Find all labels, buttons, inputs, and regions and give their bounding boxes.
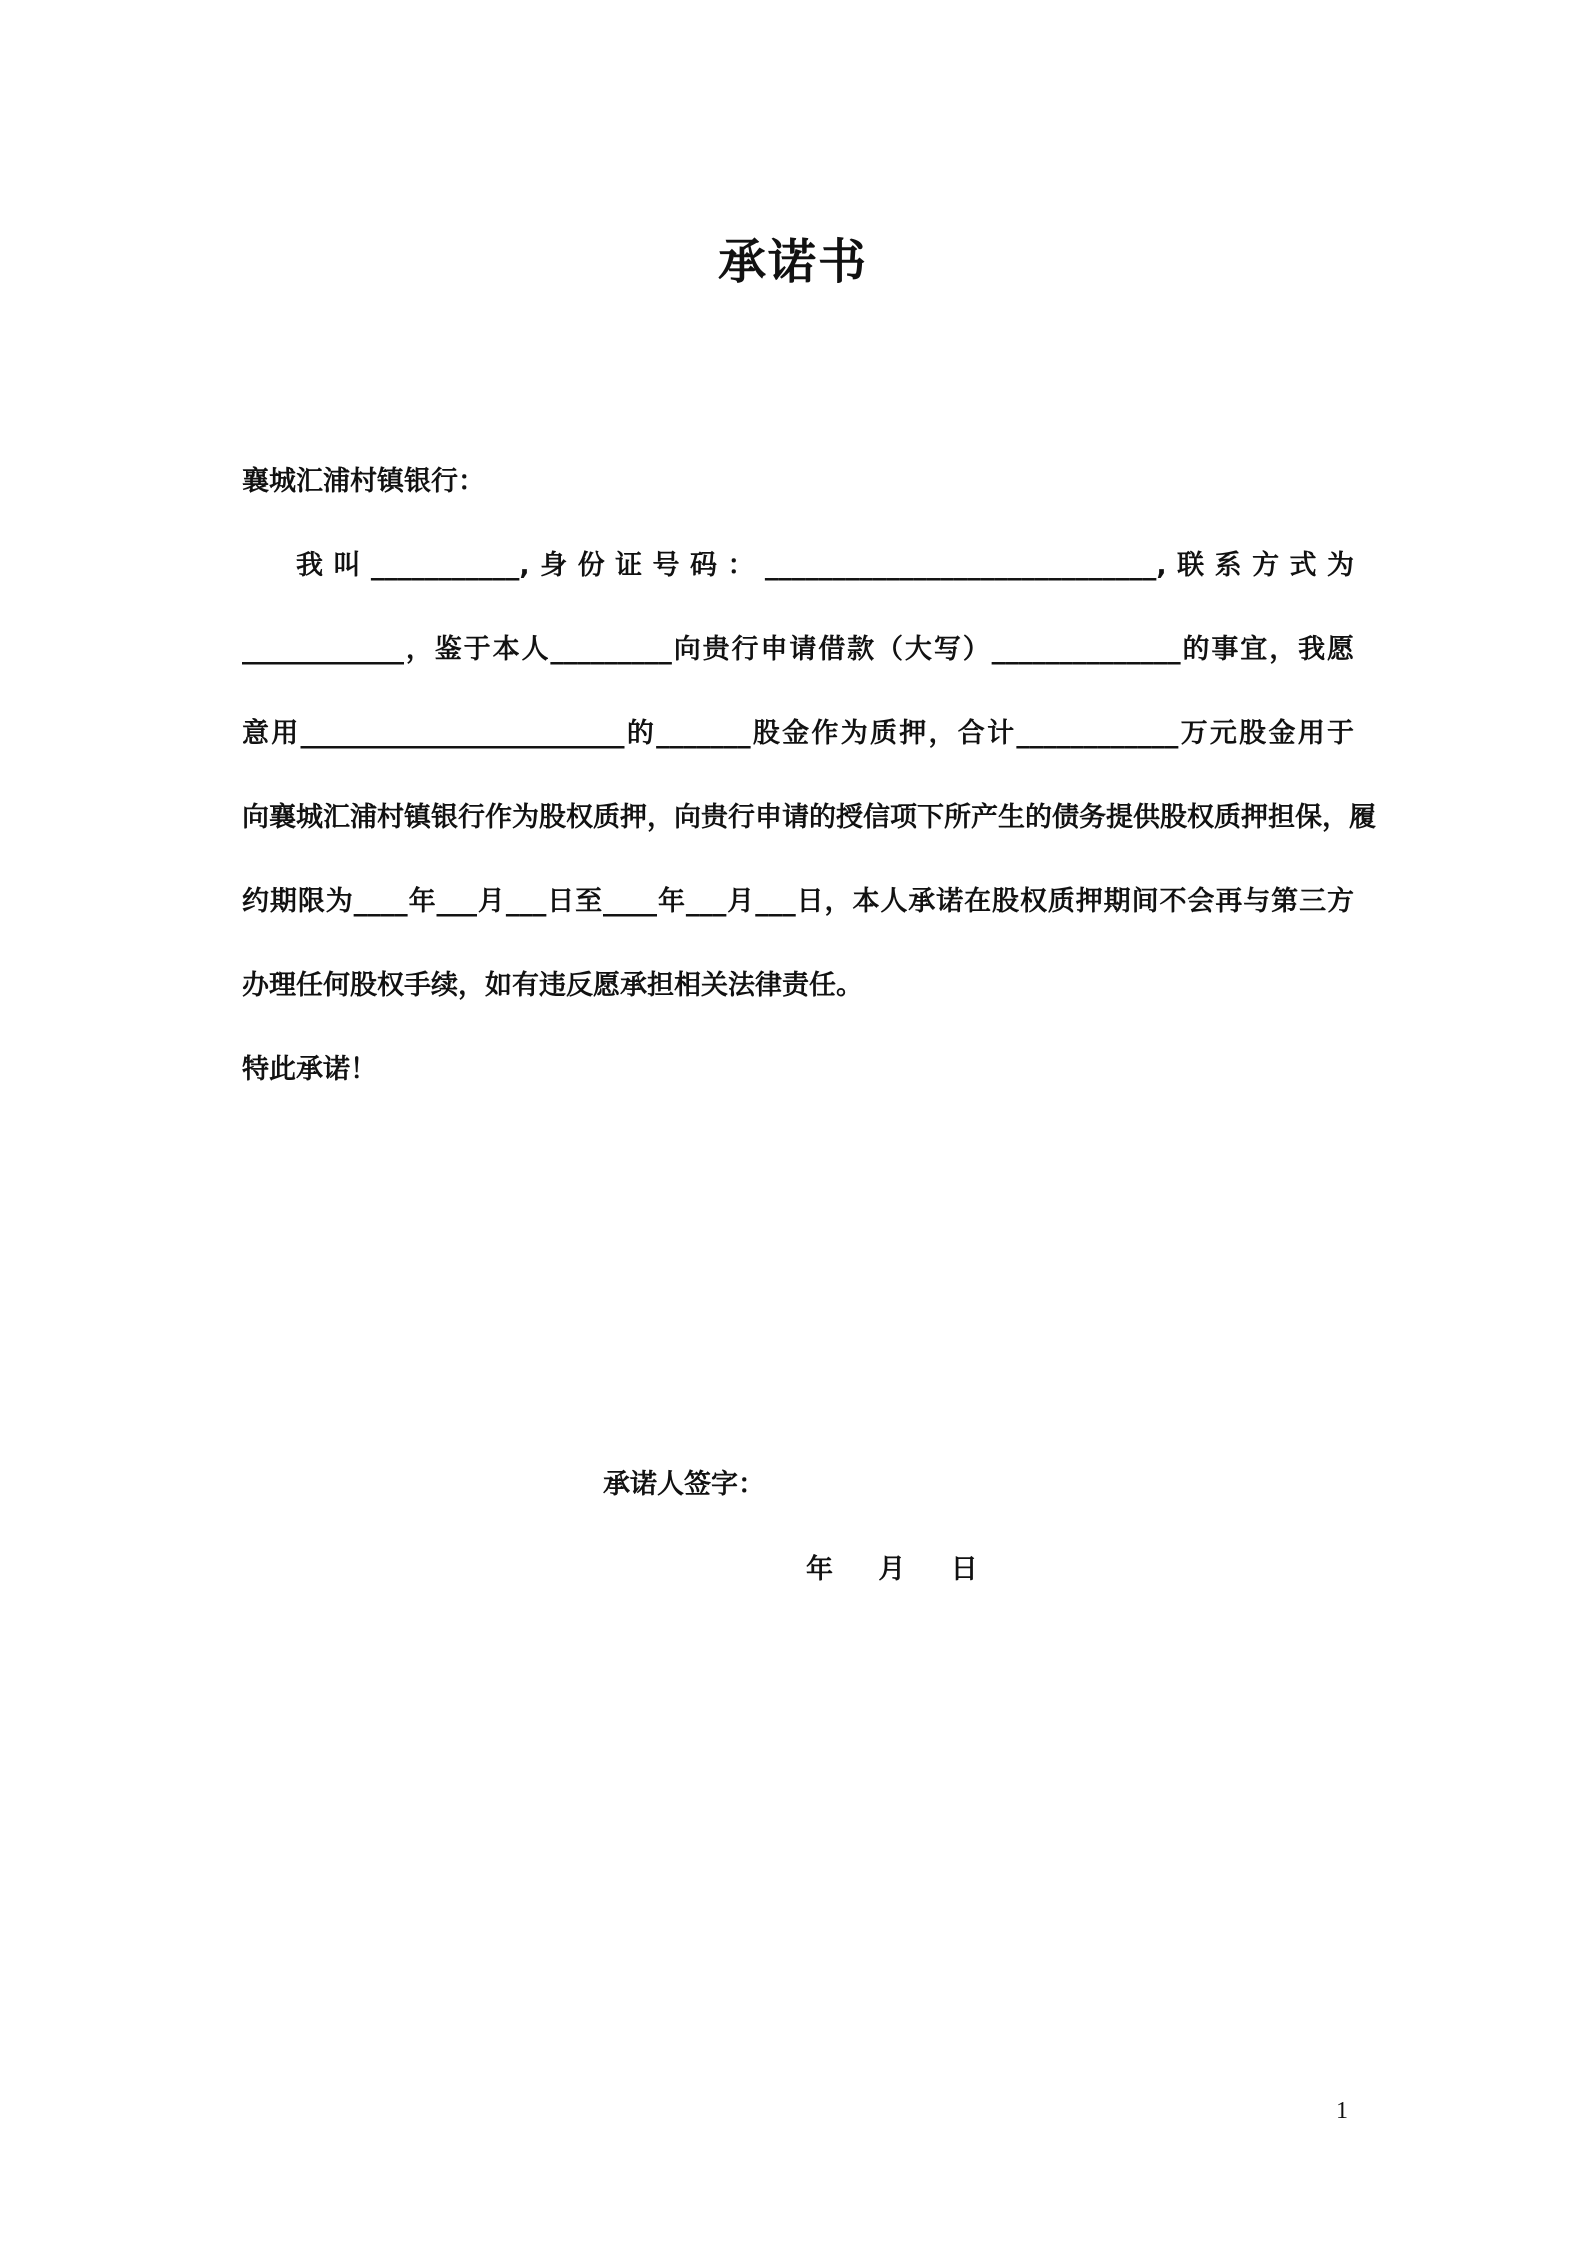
body-line-6: 办理任何股权手续，如有违反愿承担相关法律责任。 xyxy=(242,970,863,1001)
addressee: 襄城汇浦村镇银行： xyxy=(242,466,485,497)
body-line-4: 向襄城汇浦村镇银行作为股权质押，向贵行申请的授信项下所产生的债务提供股权质押担保，履 xyxy=(242,802,1376,833)
signature-label: 承诺人签字： xyxy=(603,1469,765,1500)
page-number: 1 xyxy=(1336,2098,1348,2124)
date-label: 年 月 日 xyxy=(806,1554,978,1585)
document-title: 承诺书 xyxy=(717,234,868,290)
body-line-3: 意用________________________的_______股金作为质押，合计____________万元股金用于 xyxy=(242,718,1354,749)
body-line-1: 我叫___________,身份证号码：_____________________________,联系方式为 xyxy=(296,550,1354,581)
body-line-2: ____________，鉴于本人_________向贵行申请借款（大写）______________的事宜，我愿 xyxy=(242,634,1354,665)
closing-statement: 特此承诺！ xyxy=(242,1054,377,1085)
body-line-5: 约期限为____年___月___日至____年___月___日，本人承诺在股权质押期间不会再与第三方 xyxy=(242,886,1354,917)
